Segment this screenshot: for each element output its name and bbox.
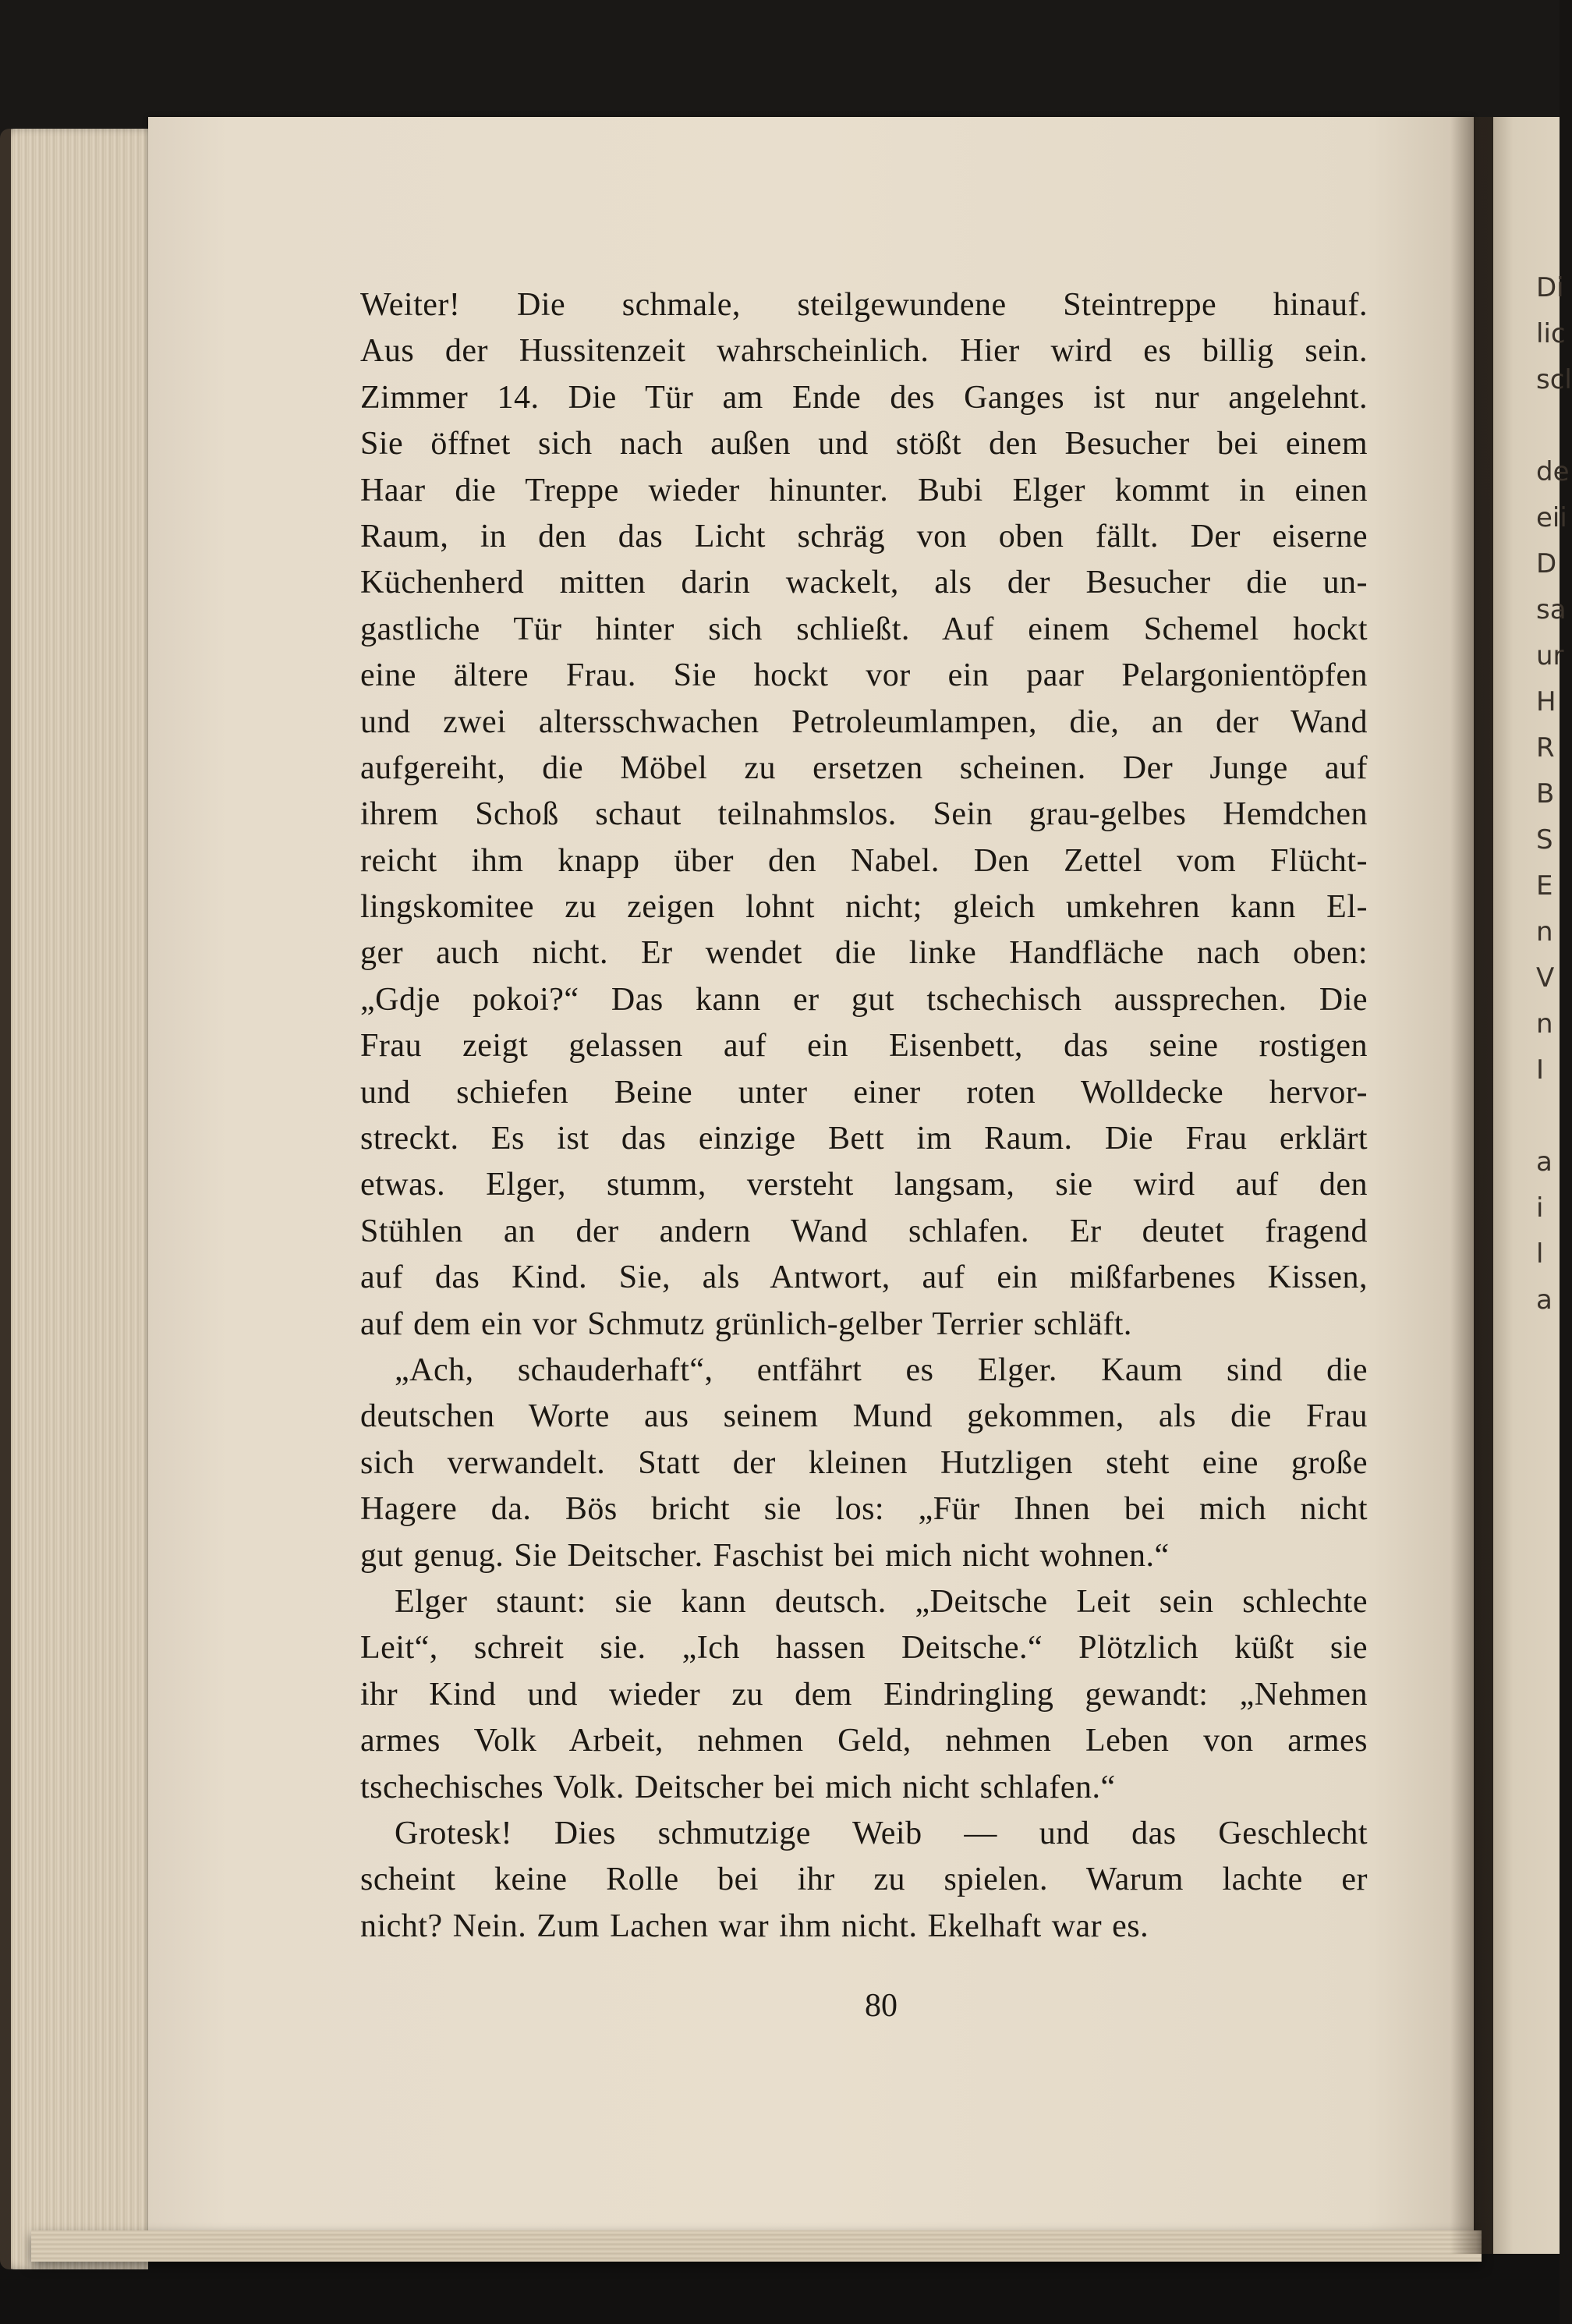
facing-page-fragment: n xyxy=(1536,1008,1553,1040)
text-line: aufgereiht, die Möbel zu ersetzen scheinen. Der Junge auf xyxy=(360,749,1368,786)
facing-page-fragment: H xyxy=(1536,686,1556,717)
text-line: sich verwandelt. Statt der kleinen Hutzligen steht eine große xyxy=(360,1444,1368,1481)
facing-page-fragment: l xyxy=(1536,1238,1544,1270)
text-line: armes Volk Arbeit, nehmen Geld, nehmen Leben von armes xyxy=(360,1723,1368,1759)
book-gutter xyxy=(1450,117,1497,2254)
facing-page-fragment: E xyxy=(1536,870,1553,902)
facing-page-fragment: eii xyxy=(1536,502,1567,533)
facing-page-fragment: de xyxy=(1536,456,1570,487)
text-line: ihr Kind und wieder zu dem Eindringling gewandt: „Nehmen xyxy=(360,1676,1368,1713)
facing-page-fragment: a xyxy=(1536,1146,1553,1178)
text-line: etwas. Elger, stumm, versteht langsam, sie wird auf den xyxy=(360,1167,1368,1203)
text-line: Grotesk! Dies schmutzige Weib — und das Geschlecht xyxy=(395,1815,1368,1851)
text-line: streckt. Es ist das einzige Bett im Raum. Die Frau erklärt xyxy=(360,1121,1368,1157)
text-line: gut genug. Sie Deitscher. Faschist bei mich nicht wohnen.“ xyxy=(360,1537,1170,1574)
text-line: Raum, in den das Licht schräg von oben fällt. Der eiserne xyxy=(360,518,1368,554)
text-line: Frau zeigt gelassen auf ein Eisenbett, das seine rostigen xyxy=(360,1028,1368,1065)
text-line: Weiter! Die schmale, steilgewundene Steintreppe hinauf. xyxy=(360,287,1368,323)
text-line: ger auch nicht. Er wendet die linke Handfläche nach oben: xyxy=(360,935,1368,972)
text-line: ihrem Schoß schaut teilnahmslos. Sein grau-gelbes Hemdchen xyxy=(360,796,1368,833)
facing-page-fragment: scl xyxy=(1536,364,1572,395)
facing-page-fragment: V xyxy=(1536,962,1555,994)
facing-page-fragment: n xyxy=(1536,916,1553,948)
text-line: Küchenherd mitten darin wackelt, als der Besucher die un- xyxy=(360,565,1368,601)
text-line: und zwei altersschwachen Petroleumlampen, die, an der Wand xyxy=(360,703,1368,740)
text-line: reicht ihm knapp über den Nabel. Den Zettel vom Flücht- xyxy=(360,842,1368,879)
text-line: „Ach, schauderhaft“, entfährt es Elger. Kaum sind die xyxy=(395,1352,1368,1388)
facing-page-fragment: B xyxy=(1536,778,1555,810)
facing-page-fragment: R xyxy=(1536,732,1555,763)
text-line: gastliche Tür hinter sich schließt. Auf einem Schemel hockt xyxy=(360,611,1368,647)
facing-page-text-fragments xyxy=(1536,265,1572,1323)
text-line: deutschen Worte aus seinem Mund gekommen, als die Frau xyxy=(360,1398,1368,1435)
text-line: lingskomitee zu zeigen lohnt nicht; gleich umkehren kann El- xyxy=(360,889,1368,926)
page-edges-bottom xyxy=(31,2230,1482,2262)
text-line: nicht? Nein. Zum Lachen war ihm nicht. Ekelhaft war es. xyxy=(360,1908,1149,1944)
page-number: 80 xyxy=(865,1988,898,2024)
facing-page-fragment: a xyxy=(1536,1284,1553,1316)
text-line: Haar die Treppe wieder hinunter. Bubi Elger kommt in einen xyxy=(360,472,1368,508)
text-line: Sie öffnet sich nach außen und stößt den Besucher bei einem xyxy=(360,426,1368,462)
text-line: Leit“, schreit sie. „Ich hassen Deitsche.“ Plötzlich küßt sie xyxy=(360,1630,1368,1667)
text-line: eine ältere Frau. Sie hockt vor ein paar Pelargonientöpfen xyxy=(360,657,1368,694)
text-line: Zimmer 14. Die Tür am Ende des Ganges ist nur angelehnt. xyxy=(360,379,1368,416)
facing-page-fragment: D xyxy=(1536,548,1557,579)
text-line: Elger staunt: sie kann deutsch. „Deitsche Leit sein schlechte xyxy=(395,1583,1368,1620)
text-line: scheint keine Rolle bei ihr zu spielen. Warum lachte er xyxy=(360,1862,1368,1898)
text-line: und schiefen Beine unter einer roten Wolldecke hervor- xyxy=(360,1074,1368,1111)
text-line: auf das Kind. Sie, als Antwort, auf ein mißfarbenes Kissen, xyxy=(360,1259,1368,1296)
text-line: Hagere da. Bös bricht sie los: „Für Ihnen bei mich nicht xyxy=(360,1491,1368,1528)
text-line: Stühlen an der andern Wand schlafen. Er deutet fragend xyxy=(360,1213,1368,1249)
facing-page-fragment: i xyxy=(1536,1192,1544,1224)
page-edges-left xyxy=(0,129,148,2269)
facing-page-fragment: S xyxy=(1536,824,1553,856)
text-line: Aus der Hussitenzeit wahrscheinlich. Hier wird es billig sein. xyxy=(360,333,1368,370)
facing-page-fragment: lic xyxy=(1536,318,1566,349)
facing-page-fragment: I xyxy=(1536,1054,1545,1086)
facing-page-fragment: Di xyxy=(1536,272,1564,303)
text-line: auf dem ein vor Schmutz grünlich-gelber Terrier schläft. xyxy=(360,1305,1132,1342)
facing-page-fragment: ur xyxy=(1536,640,1564,671)
facing-page-fragment xyxy=(1536,403,1567,449)
text-line: „Gdje pokoi?“ Das kann er gut tschechisch aussprechen. Die xyxy=(360,981,1368,1018)
facing-page-fragment xyxy=(1536,1093,1567,1139)
book-cover-edge xyxy=(0,129,11,2269)
page-body-text xyxy=(360,282,1368,1950)
facing-page-fragment: sa xyxy=(1536,594,1567,625)
text-line: tschechisches Volk. Deitscher bei mich nicht schlafen.“ xyxy=(360,1769,1116,1805)
